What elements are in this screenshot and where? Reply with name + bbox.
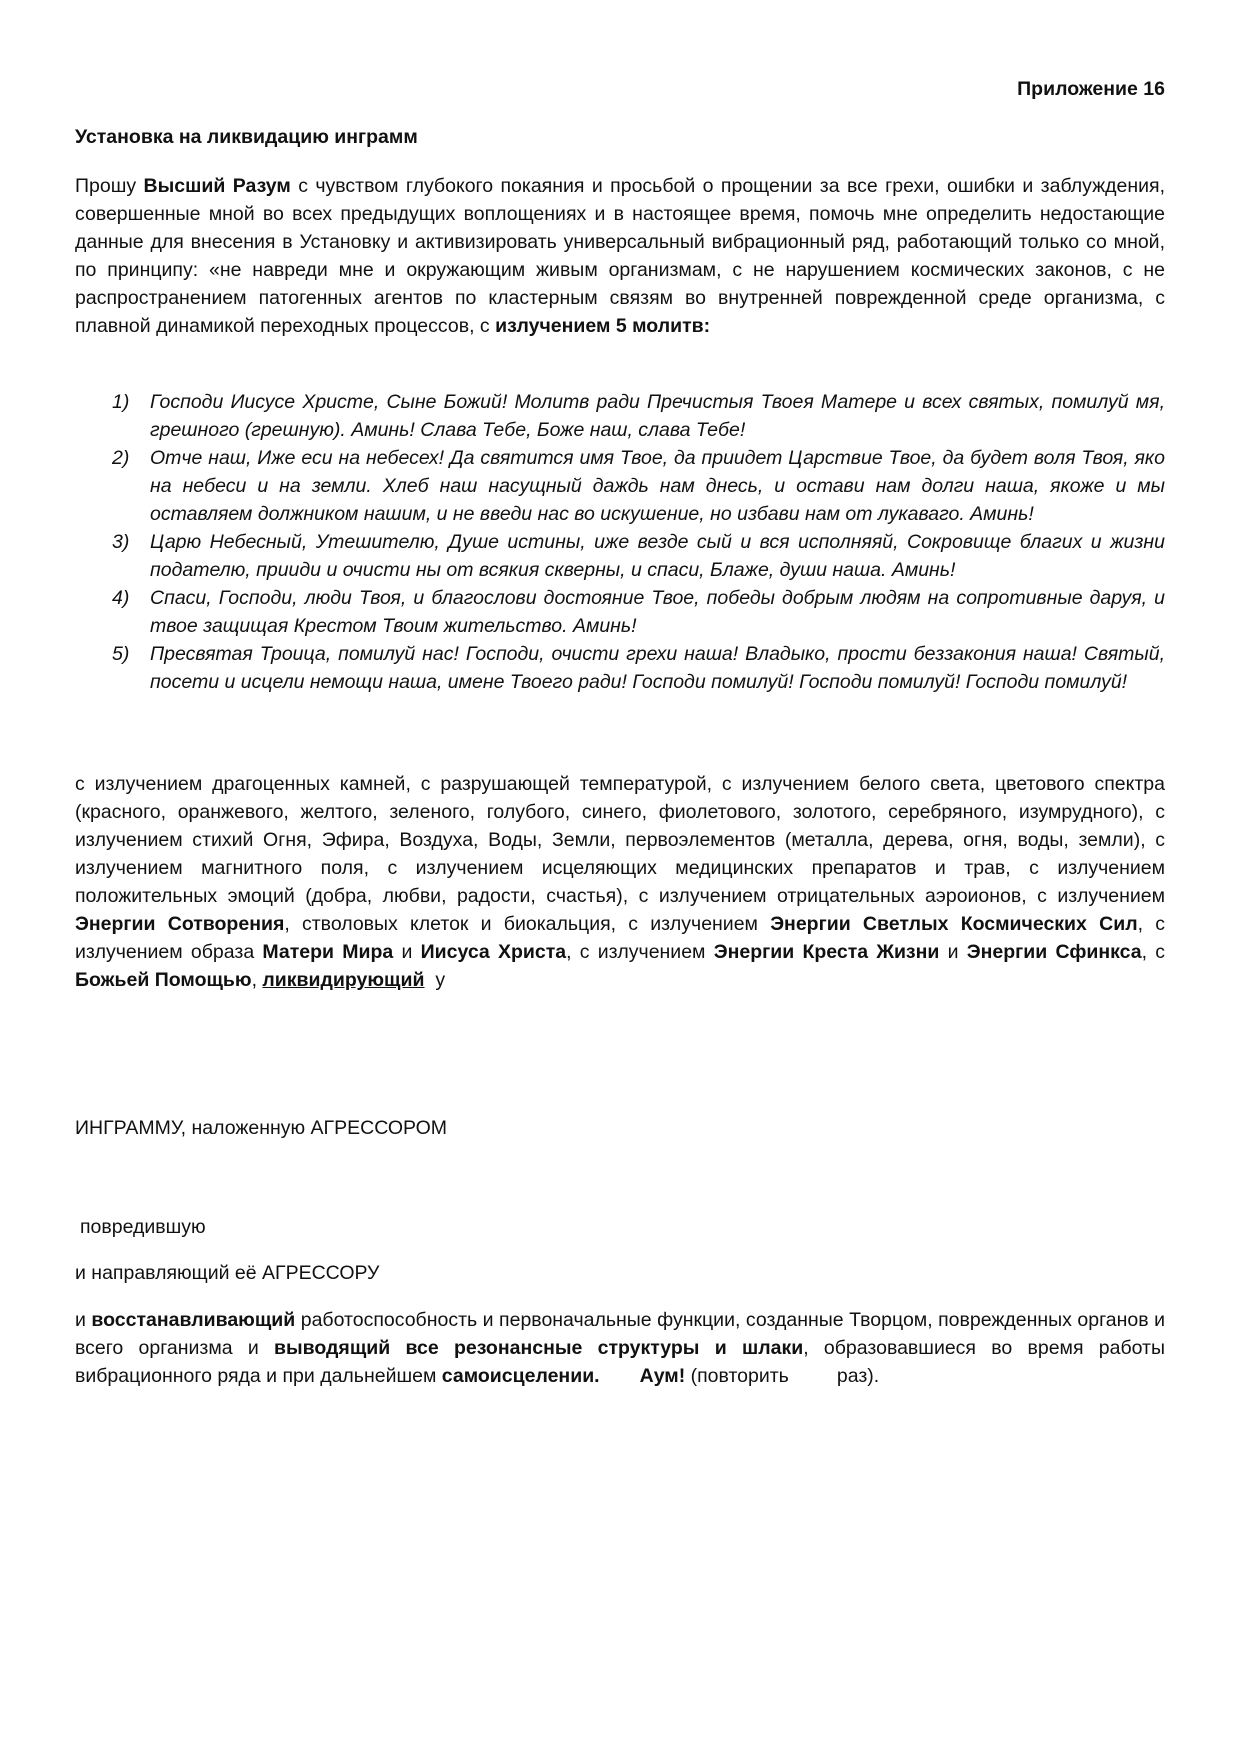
prayer-text: Пресвятая Троица, помилуй нас! Господи, очисти грехи наша! Владыко, прости беззакония наша! Святый, посети и исцели немощи наша, имене Твоего ради! Господи помилуй! Господи помилуй! Господи помилуй! [150, 643, 1165, 693]
emissions-text: у [424, 969, 446, 991]
ingram-line: ИНГРАММУ, наложенную АГРЕССОРОМ [75, 1117, 448, 1139]
closing-bold: самоисцелении. [441, 1365, 600, 1387]
prayer-item [75, 444, 1165, 528]
emissions-bold: Энергии Сфинкса [966, 941, 1142, 963]
closing-text: , образовавшиеся во время работы вибрационного ряда и при дальнейшем [75, 1337, 1166, 1387]
emissions-text: и [393, 941, 421, 963]
intro-text-1: Прошу [75, 175, 144, 197]
emissions-bold-underlined: ликвидирующий [262, 969, 425, 991]
emissions-paragraph [75, 770, 1165, 994]
emissions-text: , с [1141, 941, 1165, 963]
appendix-label: Приложение 16 [1017, 78, 1165, 100]
document-heading: Установка на ликвидацию инграмм [75, 126, 418, 148]
emissions-bold: Энергии Светлых Космических Сил [770, 913, 1138, 935]
closing-bold: восстанавливающий [91, 1309, 296, 1331]
prayer-number: 2) [112, 447, 130, 469]
prayer-text: Спаси, Господи, люди Твоя, и благослови достояние Твое, победы добрым людям на сопротивные даруя, и твое защищая Крестом Твоим жительство. Аминь! [150, 587, 1165, 637]
closing-text: работоспособность и первоначальные функции, созданные Творцом, поврежденных органов и всего организма и [75, 1309, 1165, 1359]
prayer-item [75, 584, 1165, 640]
closing-text: (повторить [685, 1365, 789, 1387]
closing-bold-aum: Аум! [639, 1365, 686, 1387]
emissions-bold: Божьей Помощью [75, 969, 252, 991]
prayer-text: Царю Небесный, Утешителю, Душе истины, иже везде сый и вся исполняяй, Сокровище благих и жизни подателю, прииди и очисти ны от всякия скверны, и спаси, Блаже, души наша. Аминь! [150, 531, 1165, 581]
emissions-text: , стволовых клеток и биокальция, с излучением [284, 913, 771, 935]
closing-bold: выводящий все резонансные структуры и шлаки [274, 1337, 804, 1359]
intro-paragraph [75, 172, 1165, 340]
prayer-number: 4) [112, 587, 130, 609]
emissions-bold: Матери Мира [262, 941, 394, 963]
emissions-bold: Энергии Сотворения [75, 913, 285, 935]
prayer-number: 1) [112, 391, 130, 413]
prayer-list [75, 388, 1165, 696]
emissions-text: , с излучением [566, 941, 714, 963]
prayer-item [75, 528, 1165, 584]
emissions-bold: Энергии Креста Жизни [713, 941, 940, 963]
prayer-number: 5) [112, 643, 130, 665]
direct-line: и направляющий её АГРЕССОРУ [75, 1262, 380, 1284]
prayer-item [75, 388, 1165, 444]
intro-bold-prayers: излучением 5 молитв: [495, 315, 711, 337]
prayer-text: Господи Иисусе Христе, Сыне Божий! Молитв ради Пречистыя Твоея Матере и всех святых, помилуй мя, грешного (грешную). Аминь! Слава Тебе, Боже наш, слава Тебе! [150, 391, 1165, 441]
closing-paragraph [75, 1306, 1165, 1390]
emissions-text: , [251, 969, 263, 991]
prayer-number: 3) [112, 531, 130, 553]
intro-text-2: с чувством глубокого покаяния и просьбой о прощении за все грехи, ошибки и заблуждения, совершенные мной во всех предыдущих воплощениях и в настоящее время, помочь мне определить недостающие данные для внесения в Установку и активизировать универсальный вибрационный ряд, работающий только со мной, по принципу: «не навреди мне и окружающим живым организмам, с не нарушением космических законов, с не распространением патогенных агентов по кластерным связям во внутренней поврежденной среде организма, с плавной динамикой переходных процессов, с [75, 175, 1165, 337]
prayer-text: Отче наш, Иже еси на небесех! Да святится имя Твое, да приидет Царствие Твое, да будет воля Твоя, яко на небеси и на земли. Хлеб наш насущный даждь нам днесь, и остави нам долги наша, якоже и мы оставляем должником нашим, и не введи нас во искушение, но избави нам от лукаваго. Аминь! [150, 447, 1165, 525]
closing-text: и [75, 1309, 92, 1331]
emissions-text: , с излучением образа [75, 913, 1165, 963]
prayer-item [75, 640, 1165, 696]
emissions-bold: Иисуса Христа [420, 941, 567, 963]
emissions-text: с излучением драгоценных камней, с разрушающей температурой, с излучением белого света, цветового спектра (красного, оранжевого, желтого, зеленого, голубого, синего, фиолетового, золотого, серебряного, изумрудного), с излучением стихий Огня, Эфира, Воздуха, Воды, Земли, первоэлементов (металла, дерева, огня, воды, земли), с излучением магнитного поля, с излучением исцеляющих медицинских препаратов и трав, с излучением положительных эмоций (добра, любви, радости, счастья), с излучением отрицательных аэроионов, с излучением [75, 773, 1165, 907]
damaged-line: повредившую [80, 1216, 206, 1238]
intro-bold-higher-mind: Высший Разум [143, 175, 291, 197]
emissions-text: и [939, 941, 967, 963]
closing-text: раз). [836, 1365, 880, 1387]
